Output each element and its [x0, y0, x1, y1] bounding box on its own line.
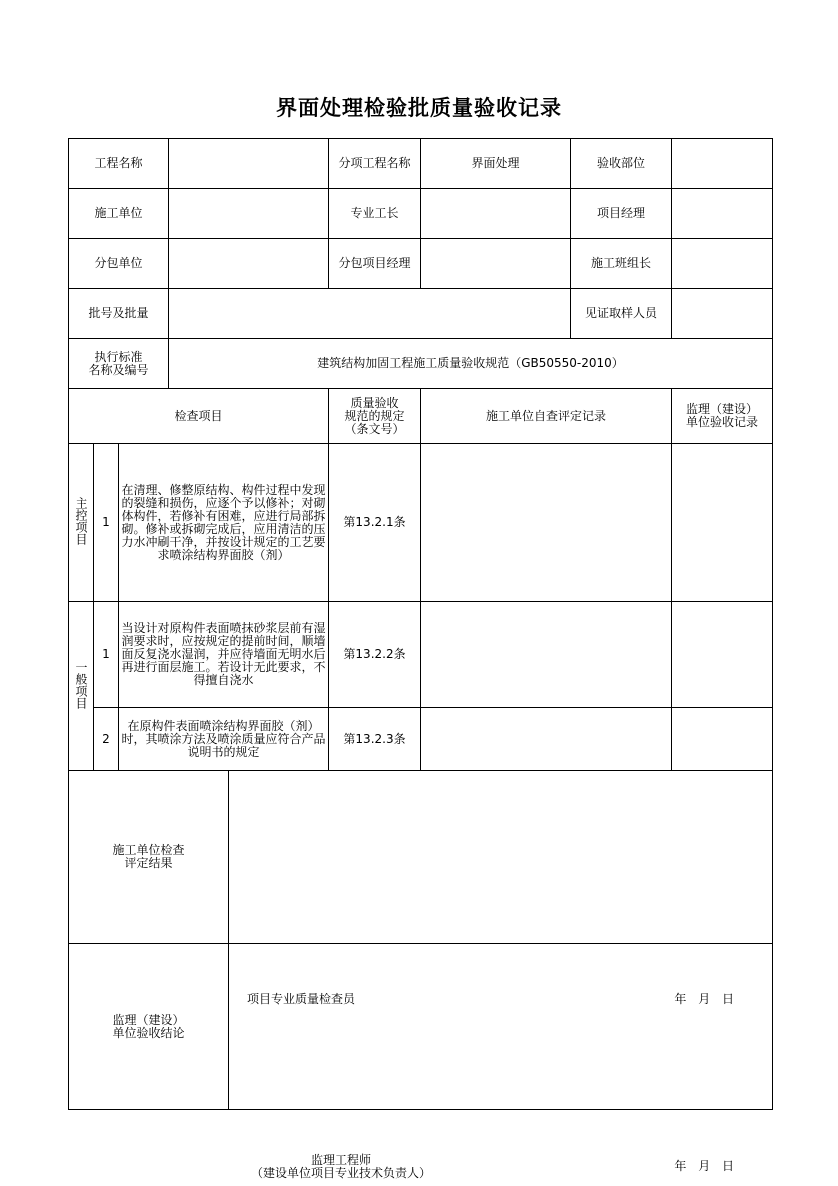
- page-title: 界面处理检验批质量验收记录: [276, 96, 562, 120]
- quality-inspector-label: 项目专业质量检查员: [247, 992, 356, 1006]
- supervision-result-date: 年 月 日: [674, 1158, 735, 1173]
- construction-result-row: [69, 771, 773, 944]
- main-control-supervisor-field[interactable]: [672, 444, 773, 602]
- general-supervisor-field-1[interactable]: [672, 602, 773, 708]
- general-label-cell: [69, 602, 94, 771]
- standard-label-line1: 执行标准: [94, 349, 143, 364]
- general-supervisor-field-2[interactable]: [672, 708, 773, 771]
- construction-result-area[interactable]: [229, 771, 773, 1006]
- main-control-item-clause: 第13.2.1条: [329, 444, 421, 602]
- general-item-clause-2: 第13.2.3条: [329, 708, 421, 771]
- main-control-self-eval-field[interactable]: [421, 444, 672, 602]
- subcontractor-field[interactable]: [169, 239, 329, 289]
- supervision-result-area[interactable]: [229, 944, 773, 1180]
- spec-header: [329, 389, 421, 444]
- general-row-1: [69, 602, 773, 708]
- project-name-label: 工程名称: [69, 139, 169, 189]
- check-item-header: 检查项目: [69, 389, 329, 444]
- subcontractor-label: 分包单位: [69, 239, 169, 289]
- batch-label: 批号及批量: [69, 289, 169, 339]
- spec-header-line3: （条文号）: [344, 421, 405, 436]
- general-self-eval-field-2[interactable]: [421, 708, 672, 771]
- foreman-label: 专业工长: [329, 189, 421, 239]
- supervisor-header-line2: 单位验收记录: [686, 415, 759, 429]
- general-row-2: [69, 708, 773, 771]
- main-control-item-no: 1: [94, 444, 119, 602]
- witness-label: 见证取样人员: [571, 289, 672, 339]
- main-control-item-text: 在清理、修整原结构、构件过程中发现的裂缝和损伤，应逐个予以修补；对砌体构件，若修补有困难，应进行局部拆砌。修补或拆砌完成后，应用清洁的压力水冲刷干净，并按设计规定的工艺要求喷涂结构界面胶（剂）: [119, 444, 329, 602]
- sub-project-label: 分项工程名称: [329, 139, 421, 189]
- foreman-field[interactable]: [421, 189, 571, 239]
- sub-pm-label: 分包项目经理: [329, 239, 421, 289]
- standard-label-line2: 名称及编号: [88, 362, 149, 377]
- supervising-engineer-label: [251, 1154, 431, 1180]
- construction-result-label: [69, 771, 229, 944]
- construction-unit-field[interactable]: [169, 189, 329, 239]
- supervising-engineer-line2: （建设单位项目专业技术负责人）: [251, 1165, 432, 1180]
- row-subcontractor: [69, 239, 773, 289]
- supervision-result-label-line2: 单位验收结论: [112, 1025, 185, 1040]
- spec-header-line1: 质量验收: [350, 395, 399, 410]
- sub-project-field[interactable]: 界面处理: [421, 139, 571, 189]
- main-control-label-cell: [69, 444, 94, 602]
- project-name-field[interactable]: [169, 139, 329, 189]
- supervisor-header-line1: 监理（建设）: [686, 402, 759, 416]
- main-control-row-1: [69, 444, 773, 602]
- general-item-no-1: 1: [94, 602, 119, 708]
- general-item-text-1: 当设计对原构件表面喷抹砂浆层前有湿润要求时，应按规定的提前时间，顺墙面反复浇水湿润，并应待墙面无明水后再进行面层施工。若设计无此要求，不得擅自浇水: [119, 602, 329, 708]
- sub-pm-field[interactable]: [421, 239, 571, 289]
- supervision-result-row: [69, 944, 773, 1110]
- row-column-headers: [69, 389, 773, 444]
- row-standard: [69, 339, 773, 389]
- main-control-label: 主控项目: [74, 497, 88, 545]
- project-manager-field[interactable]: [672, 189, 773, 239]
- team-leader-field[interactable]: [672, 239, 773, 289]
- self-eval-header: 施工单位自查评定记录: [421, 389, 672, 444]
- team-leader-label: 施工班组长: [571, 239, 672, 289]
- row-batch: [69, 289, 773, 339]
- construction-result-label-line1: 施工单位检查: [112, 843, 185, 857]
- project-manager-label: 项目经理: [571, 189, 672, 239]
- supervision-result-label-line1: 监理（建设）: [112, 1012, 185, 1027]
- acceptance-part-field[interactable]: [672, 139, 773, 189]
- supervision-result-label: [69, 944, 229, 1110]
- general-item-no-2: 2: [94, 708, 119, 771]
- acceptance-form-table: [68, 138, 773, 1180]
- general-item-clause-1: 第13.2.2条: [329, 602, 421, 708]
- supervisor-header: [672, 389, 773, 444]
- spec-header-line2: 规范的规定: [344, 408, 405, 423]
- row-construction-unit: [69, 189, 773, 239]
- supervising-engineer-line1: 监理工程师: [311, 1152, 372, 1167]
- standard-value: 建筑结构加固工程施工质量验收规范（GB50550-2010）: [169, 339, 773, 389]
- batch-field[interactable]: [169, 289, 571, 339]
- general-self-eval-field-1[interactable]: [421, 602, 672, 708]
- row-project-name: [69, 139, 773, 189]
- construction-unit-label: 施工单位: [69, 189, 169, 239]
- general-label: 一般项目: [74, 660, 88, 709]
- general-item-text-2: 在原构件表面喷涂结构界面胶（剂）时，其喷涂方法及喷涂质量应符合产品说明书的规定: [119, 708, 329, 771]
- construction-result-label-line2: 评定结果: [124, 856, 173, 870]
- witness-field[interactable]: [672, 289, 773, 339]
- standard-label: [69, 339, 169, 389]
- construction-result-date: 年 月 日: [674, 992, 735, 1006]
- acceptance-part-label: 验收部位: [571, 139, 672, 189]
